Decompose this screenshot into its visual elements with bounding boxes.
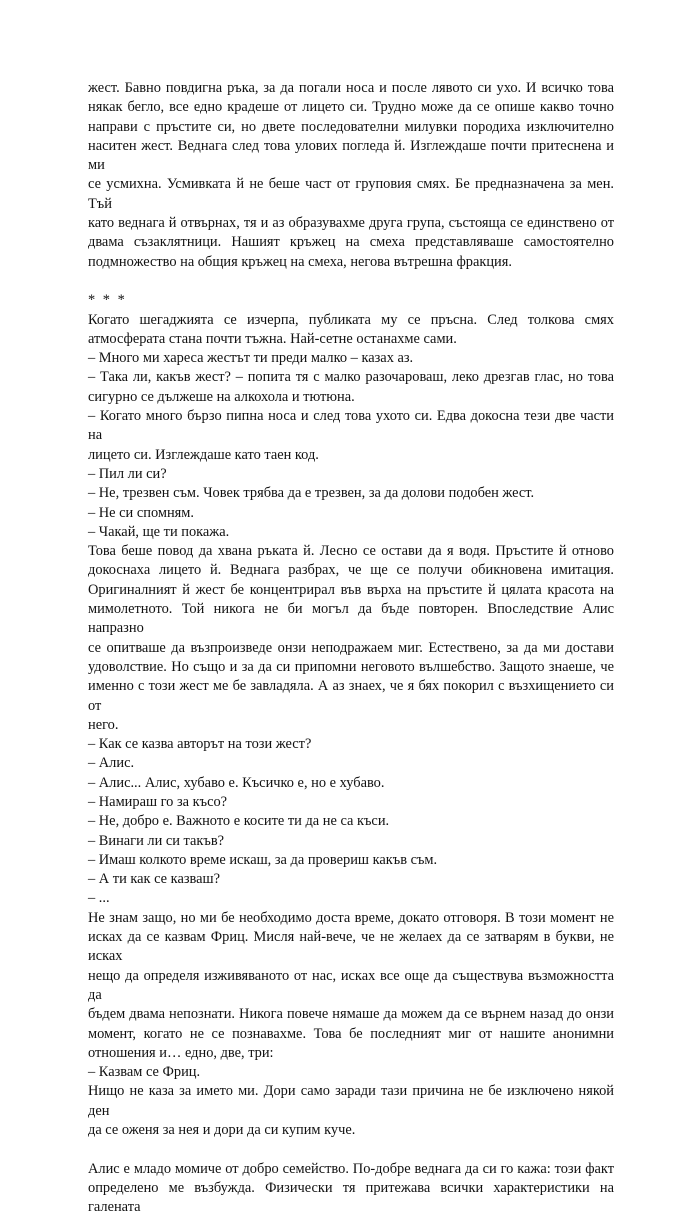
dialogue-line: лицето си. Изглеждаше като таен код. bbox=[88, 446, 319, 463]
dialogue-line: – Казвам се Фриц. bbox=[88, 1064, 201, 1081]
section-separator: * * * bbox=[88, 292, 127, 309]
text-line: двама съзаклятници. Нашият кръжец на смеха представляваше самостоятелно bbox=[88, 234, 614, 251]
text-line: Оригиналният й жест бе концентрирал във върха на пръстите й цялата красота на bbox=[88, 581, 614, 598]
dialogue-line: сигурно се дължеше на алкохола и тютюна. bbox=[88, 388, 355, 405]
blank-line bbox=[88, 1140, 614, 1159]
text-line: него. bbox=[88, 716, 119, 733]
paragraph-alice bbox=[88, 1160, 614, 1218]
text-line: подмножество на общия кръжец на смеха, негова вътрешна фракция. bbox=[88, 253, 512, 270]
dialogue-line: – Когато много бързо пипна носа и след това ухото си. Едва докосна тези две части на bbox=[88, 408, 614, 444]
dialogue-line: – Не, трезвен съм. Човек трябва да е трезвен, за да долови подобен жест. bbox=[88, 485, 535, 502]
dialogue-line: – Не, добро е. Важното е косите ти да не са къси. bbox=[88, 813, 390, 830]
dialogue-line: – Алис... Алис, хубаво е. Късичко е, но е хубаво. bbox=[88, 774, 385, 791]
blank-line bbox=[88, 272, 614, 291]
text-line: наситен жест. Веднага след това улових погледа й. Изглеждаше почти притеснена и ми bbox=[88, 137, 614, 174]
dialogue-line: – Не си спомням. bbox=[88, 504, 194, 521]
text-line: жест. Бавно повдигна ръка, за да погали носа и после лявото си ухо. И всичко това bbox=[88, 80, 614, 96]
text-line: удоволствие. Но също и за да си припомни неговото вълшебство. Защото знаеше, че bbox=[88, 658, 614, 675]
text-line: именно с този жест ме бе завладяла. А аз знаех, че я бях покорил с възхищението си от bbox=[88, 678, 614, 714]
text-line: се опитваше да възпроизведе онзи неподражаем миг. Естествено, за да ми достави bbox=[88, 639, 614, 656]
dialogue-line: – Как се казва авторът на този жест? bbox=[88, 736, 312, 753]
text-line: бъдем двама непознати. Никога повече нямаше да можем да се върнем назад до онзи bbox=[88, 1006, 614, 1023]
dialogue-line: – Винаги ли си такъв? bbox=[88, 832, 225, 849]
text-line: определено ме възбужда. Физически тя притежава всички характеристики на галената bbox=[88, 1179, 614, 1216]
dialogue-block-2 bbox=[88, 735, 614, 909]
text-line: някак бегло, все едно крадеше от лицето си. Трудно може да се опише какво точно bbox=[88, 99, 614, 116]
text-line: отношения и… едно, две, три: bbox=[88, 1044, 274, 1061]
dialogue-line: – Алис. bbox=[88, 755, 135, 772]
text-line: исках да се казвам Фриц. Мисля най-вече, че не желаех да се затварям в букви, не исках bbox=[88, 929, 614, 965]
dialogue-line: – Намираш го за късо? bbox=[88, 793, 228, 810]
dialogue-line: – А ти как се казваш? bbox=[88, 871, 220, 888]
document-page bbox=[88, 79, 614, 1218]
text-line: Това беше повод да хвана ръката й. Лесно се остави да я водя. Пръстите й отново bbox=[88, 543, 614, 560]
text-line: нещо да определя изживяваното от нас, исках все още да съществува възможността да bbox=[88, 967, 614, 1003]
text-line: атмосферата стана почти тъжна. Най-сетне останахме сами. bbox=[88, 330, 457, 347]
dialogue-line: – Така ли, какъв жест? – попита тя с малко разочароваш, леко дрезгав глас, но това bbox=[88, 369, 614, 386]
dialogue-line: – Имаш колкото време искаш, за да провериш какъв съм. bbox=[88, 851, 438, 868]
paragraph-after-joke bbox=[88, 311, 614, 350]
text-line: като веднага й отвърнах, тя и аз образувахме друга група, състояща се единствено от bbox=[88, 215, 614, 232]
paragraph-gesture bbox=[88, 542, 614, 735]
text-line: Алис е младо момиче от добро семейство. По-добре веднага да си го кажа: този факт bbox=[88, 1160, 614, 1177]
text-line: мимолетното. Той никога не би могъл да бъде повторен. Впоследствие Алис напразно bbox=[88, 601, 614, 637]
text-line: Нищо не каза за името ми. Дори само заради тази причина не бе изключено някой ден bbox=[88, 1083, 614, 1119]
dialogue-line: – Пил ли си? bbox=[88, 465, 167, 482]
text-line: се усмихна. Усмивката й не беше част от груповия смях. Бе предназначена за мен. Тъй bbox=[88, 176, 614, 212]
dialogue-line: – Чакай, ще ти покажа. bbox=[88, 523, 230, 540]
paragraph-intro bbox=[88, 79, 614, 272]
text-line: Когато шегаджията се изчерпа, публиката му се пръсна. След толкова смях bbox=[88, 311, 614, 328]
text-line: направи с пръстите си, но двете последователни милувки породиха изключително bbox=[88, 118, 614, 135]
text-line: момент, когато не се познавахме. Това бе последният миг от нашите анонимни bbox=[88, 1025, 614, 1042]
dialogue-block-1 bbox=[88, 349, 614, 542]
text-line: да се оженя за нея и дори да си купим куче. bbox=[88, 1122, 356, 1139]
paragraph-marriage bbox=[88, 1082, 614, 1140]
text-line: Не знам защо, но ми бе необходимо доста време, докато отговоря. В този момент не bbox=[88, 909, 614, 926]
paragraph-name bbox=[88, 909, 614, 1063]
dialogue-line: – ... bbox=[88, 890, 110, 907]
dialogue-line: – Много ми хареса жестът ти преди малко – казах аз. bbox=[88, 350, 414, 367]
text-line: докоснаха лицето й. Веднага разбрах, че ще се получи обикновена имитация. bbox=[88, 562, 614, 579]
